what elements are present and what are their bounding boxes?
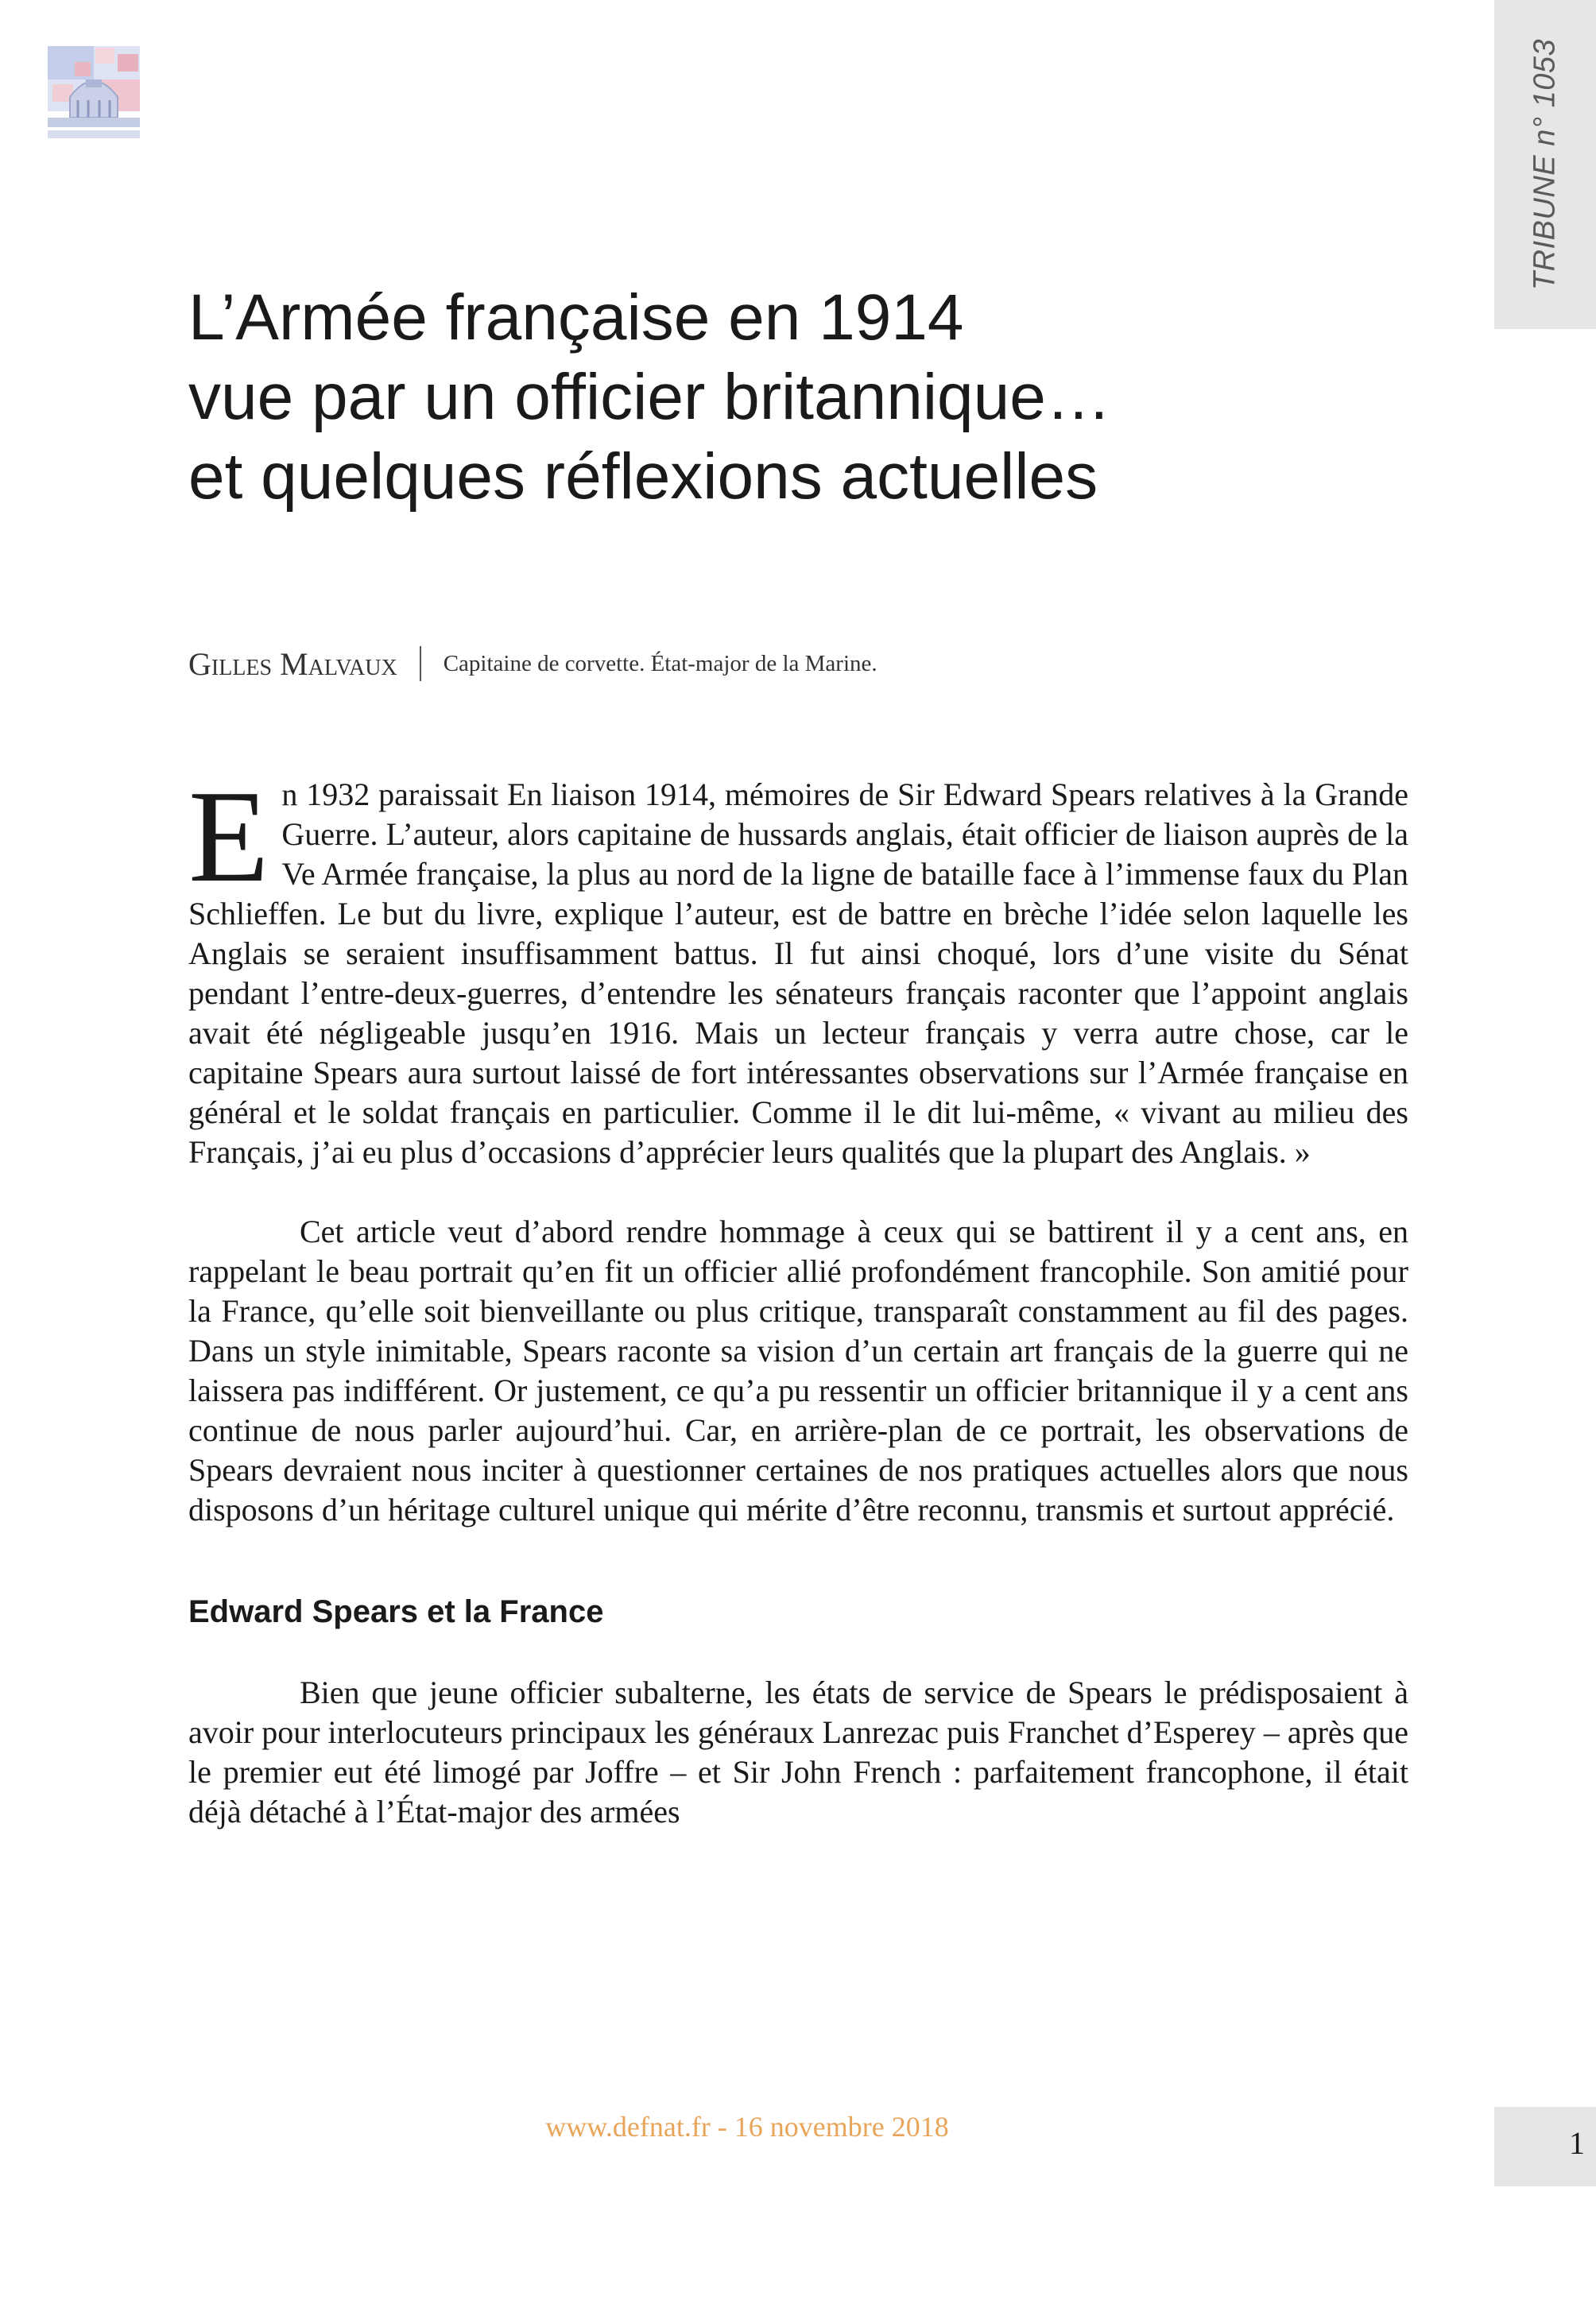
institution-logo-icon [46, 45, 141, 143]
body-paragraph: Bien que jeune officier subalterne, les états de service de Spears le prédisposaient à avoir pour interlocuteurs principaux les généraux Lanrezac puis Franchet d’Esperey – après que le premier eut été limogé par Joffre – et Sir John French : parfaitement francophone, il était déjà détaché à l’État-major des armées [188, 1675, 1408, 1830]
section-heading: Edward Spears et la France [188, 1594, 604, 1629]
intro-paragraph: En 1932 paraissait En liaison 1914, mémoires de Sir Edward Spears relatives à la Grande Guerre. L’auteur, alors capitaine de hussards anglais, était officier de liaison auprès de la Ve Armée française, la plus au nord de la ligne de bataille face à l’immense faux du Plan Schlieffen. Le but du livre, explique l’auteur, est de battre en brèche l’idée selon laquelle les Anglais se seraient insuffisamment battus. Il fut ainsi choqué, lors d’une visite du Sénat pendant l’entre-deux-guerres, d’entendre les sénateurs français raconter que l’appoint anglais avait été négligeable jusqu’en 1916. Mais un lecteur français y verra autre chose, car le capitaine Spears aura surtout laissé de fort intéressantes observations sur l’Armée française en général et le soldat français en particulier. Comme il le dit lui-même, « vivant au milieu des Français, j’ai eu plus d’occasions d’apprécier leurs qualités que la plupart des Anglais. » [188, 763, 1408, 1170]
issue-label: TRIBUNE n° 1053 [1528, 38, 1562, 291]
body-paragraph: Cet article veut d’abord rendre hommage à ceux qui se battirent il y a cent ans, en rappelant le beau portrait qu’en fit un officier allié profondément francophile. Son amitié pour la France, qu’elle soit bienveillante ou plus critique, transparaît constamment au fil des pages. Dans un style inimitable, Spears raconte sa vision d’un certain art français de la guerre qui ne laissera pas indifférent. Or justement, ce qu’a pu ressentir un officier britannique il y a cent ans continue de nous parler aujourd’hui. Car, en arrière-plan de ce portrait, les observations de Spears devraient nous inciter à questionner certaines de nos pratiques actuelles alors que nous disposons d’un héritage culturel unique qui mérite d’être reconnu, transmis et surtout apprécié. [188, 1214, 1408, 1528]
article-title [188, 278, 1428, 517]
byline [188, 644, 877, 683]
footer-url-date: www.defnat.fr - 16 novembre 2018 [545, 2111, 949, 2143]
article-body [188, 763, 1408, 1832]
byline-divider [420, 646, 421, 681]
title-line: vue par un officier britannique… [188, 361, 1111, 433]
issue-tab [1494, 0, 1596, 329]
title-line: et quelques réflexions actuelles [188, 440, 1098, 513]
page-number: 1 [1569, 2125, 1585, 2161]
page-number-tab [1494, 2107, 1596, 2186]
author-name: Gilles Malvaux [188, 645, 397, 682]
title-line: L’Armée française en 1914 [188, 281, 964, 354]
author-role: Capitaine de corvette. État-major de la Marine. [443, 650, 877, 676]
